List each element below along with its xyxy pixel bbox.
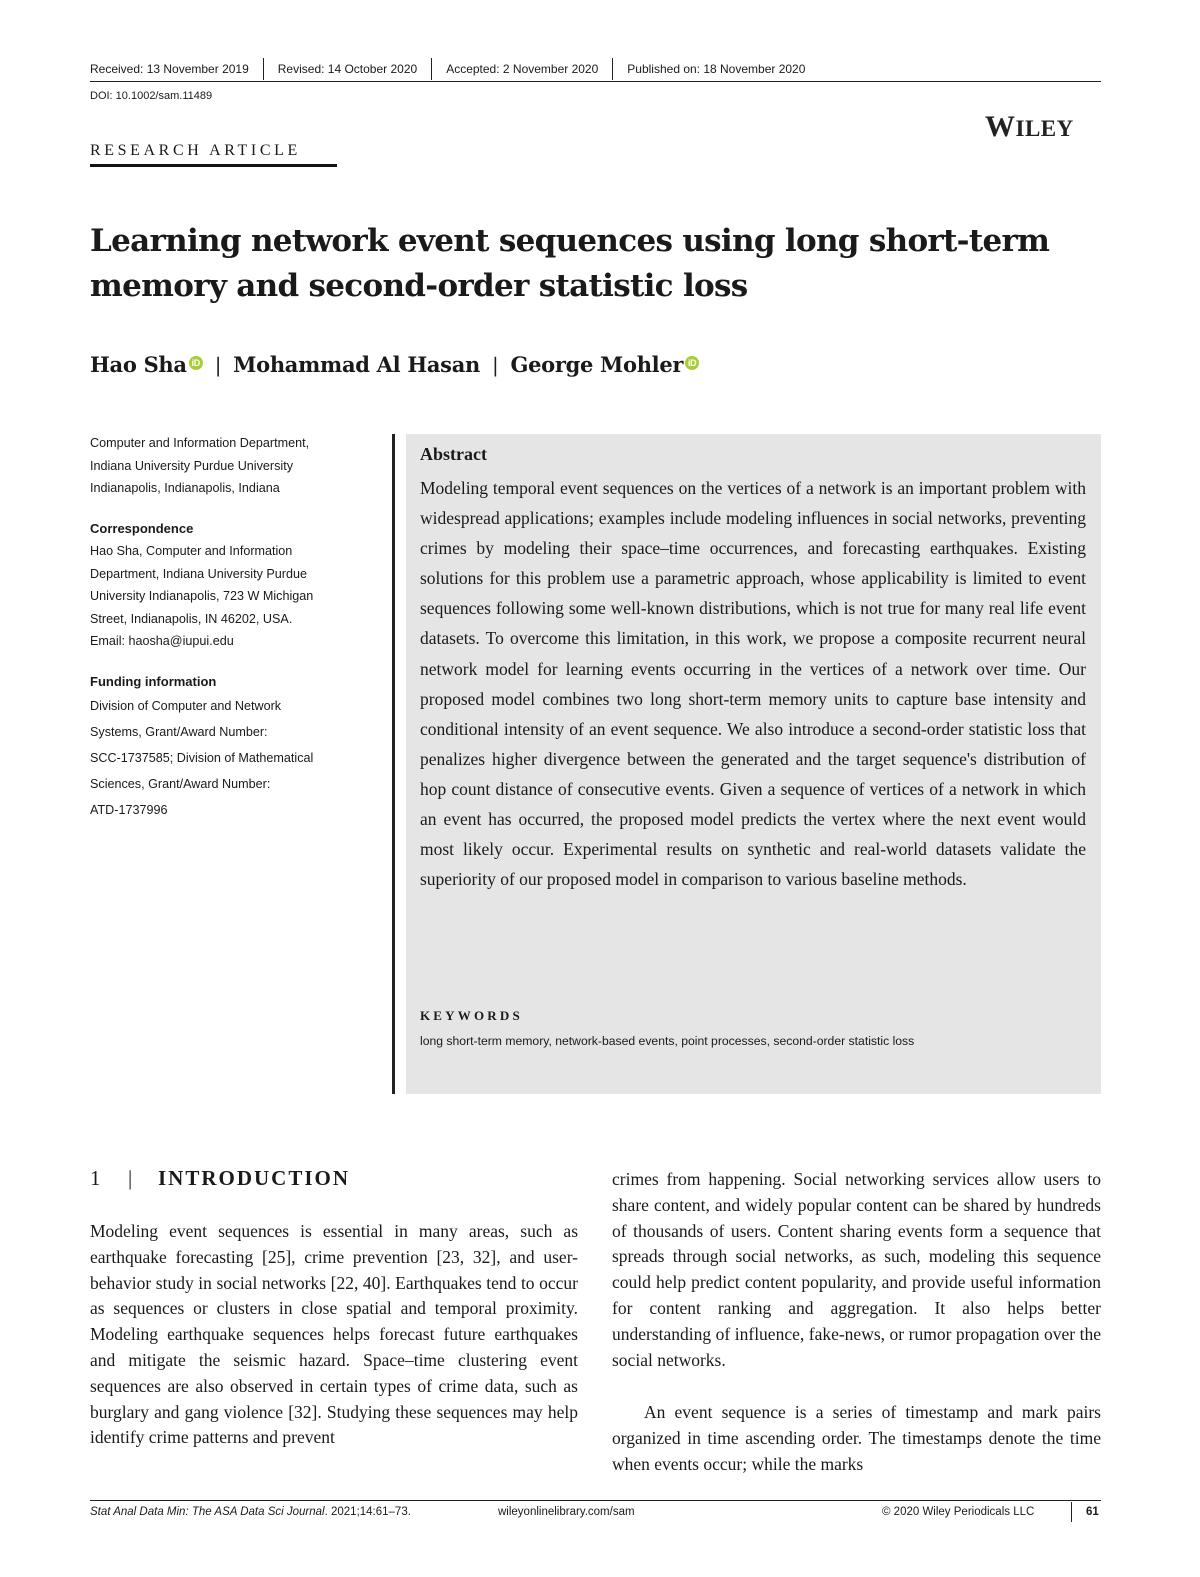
correspondence-line: Hao Sha, Computer and Information (90, 544, 293, 558)
author-name[interactable]: Mohammad Al Hasan (233, 352, 480, 377)
orcid-icon[interactable]: iD (685, 356, 699, 370)
author-separator: | (491, 352, 499, 377)
published-date: Published on: 18 November 2020 (612, 58, 819, 80)
publisher-logo (985, 110, 1074, 144)
correspondence-line: Street, Indianapolis, IN 46202, USA. (90, 611, 293, 626)
article-type: RESEARCH ARTICLE (90, 142, 301, 159)
footer-separator (1071, 1502, 1072, 1522)
section-heading (90, 1166, 350, 1191)
journal-name: Stat Anal Data Min: The ASA Data Sci Journal (90, 1506, 325, 1518)
keywords-list: long short-term memory, network-based events, point processes, second-order statistic loss (420, 1034, 915, 1048)
footer-rule (90, 1500, 1101, 1501)
revised-date: Revised: 14 October 2020 (263, 58, 431, 80)
funding-heading: Funding information (90, 673, 217, 689)
section-title: INTRODUCTION (158, 1166, 351, 1190)
funding-line: Sciences, Grant/Award Number: (90, 777, 271, 791)
correspondence-line: Department, Indiana University Purdue (90, 566, 308, 581)
section-separator: | (128, 1166, 135, 1190)
author-name[interactable]: Hao Sha (90, 352, 187, 377)
footer-citation (90, 1506, 411, 1518)
intro-paragraph-2: An event sequence is a series of timestamp and mark pairs organized in time ascending order. The timestamps denote the time when events occur; while the marks (612, 1402, 1101, 1474)
publication-dates (90, 58, 1101, 80)
abstract-heading: Abstract (420, 444, 487, 464)
correspondence-email[interactable]: Email: haosha@iupui.edu (90, 634, 234, 648)
abstract-text: Modeling temporal event sequences on the vertices of a network is an important problem with widespread applications; examples include modeling influences in social networks, preventing crimes by modeling their space–time occurrences, and forecasting earthquakes. Existing solutions for this problem use a parametric approach, whose applicability is limited to event sequences following some well-known distributions, which is not true for many real life event datasets. To overcome this limitation, in this work, we propose a composite recurrent neural network model for learning events occurring in the vertices of a network over time. Our proposed model combines two long short-term memory units to capture base intensity and conditional intensity of an event sequence. We also introduce a second-order statistic loss that penalizes higher divergence between the generated and the target sequence's distribution of hop count distance of consecutive events. Given a sequence of vertices of a network in which an event has occurred, the proposed model predicts the vertex where the next event would most likely occur. Experimental results on synthetic and real-world datasets validate the superiority of our proposed model in comparison to various baseline methods. (420, 478, 1086, 890)
author-separator: | (214, 352, 222, 377)
author-info-column (90, 432, 375, 823)
funding-line: Division of Computer and Network (90, 699, 282, 713)
keywords-heading: KEYWORDS (420, 1008, 523, 1023)
citation-volume: . 2021;14:61–73. (324, 1506, 411, 1518)
intro-paragraph-left: Modeling event sequences is essential in many areas, such as earthquake forecasting [25], crime prevention [23, 32], and user-behavior study in social networks [22, 40]. Earthquakes tend to occur as sequences or clusters in close spatial and temporal proximity. Modeling earthquake sequences helps forecast future earthquakes and mitigate the seismic hazard. Space–time clustering event sequences are also observed in certain types of crime data, such as burglary and gang violence [32]. Studying these sequences may help identify crime patterns and prevent (90, 1221, 578, 1448)
footer-copyright: © 2020 Wiley Periodicals LLC (882, 1506, 1035, 1518)
doi[interactable]: DOI: 10.1002/sam.11489 (90, 90, 213, 102)
funding-line: ATD-1737996 (90, 803, 168, 817)
author-name[interactable]: George Mohler (510, 352, 684, 377)
received-date: Received: 13 November 2019 (90, 62, 249, 76)
affiliation-line: Indianapolis, Indianapolis, Indiana (90, 481, 280, 495)
funding-line: SCC-1737585; Division of Mathematical (90, 751, 314, 765)
correspondence-heading: Correspondence (90, 520, 194, 536)
paper-title: Learning network event sequences using long short-term memory and second-order statistic loss (90, 223, 1050, 304)
affiliation-line: Indiana University Purdue University (90, 458, 293, 473)
logo-rest: ILEY (1015, 116, 1074, 141)
article-type-underline (90, 164, 337, 167)
section-number: 1 (90, 1166, 103, 1190)
correspondence-line: University Indianapolis, 723 W Michigan (90, 589, 314, 603)
accepted-date: Accepted: 2 November 2020 (431, 58, 612, 80)
footer-url[interactable]: wileyonlinelibrary.com/sam (498, 1506, 635, 1518)
author-list (90, 352, 699, 377)
intro-paragraph-right: crimes from happening. Social networking services allow users to share content, and widely popular content can be shared by hundreds of thousands of users. Content sharing events form a sequence that spreads through social networks, as such, modeling this sequence could help predict content popularity, and provide useful information for content ranking and aggregation. It also helps better understanding of influence, fake-news, or rumor propagation over the social networks. (612, 1169, 1101, 1370)
page-number: 61 (1086, 1506, 1099, 1518)
abstract-side-rule (392, 434, 395, 1094)
affiliation-line: Computer and Information Department, (90, 436, 310, 450)
orcid-icon[interactable]: iD (189, 356, 203, 370)
logo-initial: W (985, 110, 1016, 143)
funding-line: Systems, Grant/Award Number: (90, 725, 268, 739)
header-rule (90, 81, 1101, 82)
